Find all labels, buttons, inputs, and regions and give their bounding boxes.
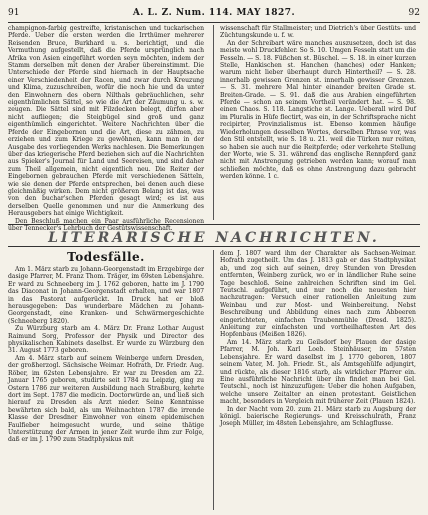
column-divider (213, 250, 214, 510)
page-number-right: 92 (408, 8, 420, 18)
section-rule-top (8, 224, 420, 225)
paragraph: An der Schreibart wäre manches auszusetzen, doch ist das meiste wohl Druckfehler. So S. 10. Umgen Fesseln statt um die Fesseln. — S. 18. Füßchen st. Büschel. — S. 18. in einer kurzen Stelle, Hankischen st. Hanchen (hanches) oder Hanken; warum nicht lieber überhaupt durch Hintertheil? — S. 28. innerhalb gewissen Grenzen st. innerhalb gewisser Grenzen. — S. 31. mehrere Mal hinter einander breiten Grade st. Breiten-Grade. — S. 91. daß die aus Arabien eingeführten Pferde — schon an seinem Vortheil verändert hat. — S. 98. einen Chaos. S. 118. Langstiche st. Lange. Ueberall wird Duf im Pluralis in Hüfe flectirt, was ein, in der Schriftsprache nicht recipirter, Provinzialismus ist. Ebenso kommen häufige Wiederholungen desselben Wortes, derselben Phrase vor, was den Stil entstellt, wie S. 18 u. 21. weil die Türken nur reiten, so haben sie auch nur die Reitpferde; oder verkehrte Stellung der Worte, wie S. 31. während das englische Rennpferd ganz nicht mit Anstrengung getrieben werden kann; worauf man schließen möchte, daß es ohne Anstrengung dazu gebracht werden könne. 1 c. (220, 39, 416, 181)
paragraph: wissenschaft für Stallmeister; und Dietrich's über Gestüts- und Züchtungskunde u. f. w. (220, 25, 416, 40)
top-right-column (220, 25, 416, 220)
paragraph: dem J. 1807 ward ihm der Charakter als Sachsen-Weimar. Hofrath zugetheilt. Um das J. 1813 gab er das Stadtphysikat ab, und zog sich auf seinen, drey Stunden von Dresden entfernten, Weinberg zurück, wo er in ländlicher Ruhe seine Tage beschloß. Seine zahlreichen Schriften sind im Gel. Teutschl. aufgeführt, und nur noch die neuesten hier nachzutragen: Versuch einer rationellen Anleitung zum Weinbau und zur Most- und Weinbereitung. Nebst Beschreibung und Abbildung eines nach zum Abbeeren eingerichteten, einfachen Traubenmühle (Dresd. 1825). Anleitung zur einfachsten und vortheilhaftesten Art des Hopfenbaus (Meißen 1826). (220, 250, 416, 339)
paragraph: Am 14. März starb zu Geilsdorf bey Plauen der dasige Pfarrer, M. Joh. Karl Loeb. Steinhäuser, im 57sten Lebensjahre. Er ward daselbst im J. 1770 geboren, 1807 seinem Vater, M. Joh. Friedr. St., als Amtsgehülfe adjungirt, und rückte, als dieser 1816 starb, als wirklicher Pfarrer ein. Eine ausführliche Nachricht über ihn findet man bei Gel. Teutschl., noch ist hinzuzufügen: Ueber die hohen Aufgaben, welche unsere Zeitalter an einen protestant. Geistlichen macht, besonders in Vergleich mit früherer Zeit (Plauen 1824). (220, 338, 416, 406)
paragraph: In der Nacht vom 20. zum 21. März starb zu Augsburg der königl. baierische Regierungs- und Kreisschulrath, Franz Joseph Müller, im 48sten Lebensjahre, am Schlagflusse. (220, 405, 416, 428)
subsection-heading: Todesfälle. (67, 250, 145, 264)
header-rule (8, 22, 420, 23)
paragraph: Den Beschluß machen ein Paar ausführliche Recensionen über Tennecker's Lehrbuch der Gestütswissenschaft. (8, 217, 204, 232)
section-heading: LITERARISCHE NACHRICHTEN. (48, 230, 380, 246)
paragraph: Zu Würzburg starb am 4. März Dr. Franz Lothar August Raimund Sorg, Professor der Physik und Director des physikalischen Kabinets daselbst. Er wurde zu Würzburg den 31. August 1773 geboren. (8, 325, 204, 355)
paragraph: Am 4. März starb auf seinem Weinberge unfern Dresden, der großherzogl. Sächsische Weimar. Hofrath, Dr. Friedr. Aug. Röber, im 62sten Lebensjahre. Er war zu Dresden am 22. Januar 1765 geboren, studirte seit 1784 zu Leipzig, ging zu Ostern 1786 zur weiteren Ausbildung nach Straßburg, kehrte dort im Sept. 1787 die medicin. Doctorwürde an, und ließ sich hierauf zu Dresden als Arzt nieder. Seine Kenntnisse bewährten sich bald, als um Weihnachten 1787 die irrende Klasse der Dresdner Einwohner von einem epidemischen Faulfieber heimgesucht wurde, und seine thätige Unterstützung der Armen in jener Zeit wurde ihm zur Folge, daß er im J. 1790 zum Stadtphysikus mit (8, 354, 204, 444)
section-rule-bottom (8, 246, 420, 247)
paragraph: champignon-farbig gestreifte, kristanischen und tuckarischen Pferde. Ueber die ersten werden die Irrthümer mehrerer Reisenden Bruce, Burkhard u. s. berichtigt, und die Vermuthung aufgestellt, daß die Pferde ursprünglich nach Afrika von Asien eingeführt worden seyn möchten, indem der Stamm derselben mit denen der Araber übereinstimmt. Die Unterschiede der Pferde sind hiernach in der Hauptsache einer Verschiedenheit der Racen, und zwar durch Kreuzung und Klima, zuzuschreiben, wofür die noch hie und da unter den Einwohnern des obern Nilthals gebräuchlichen, sehr eigenthümlichen Sättel, so wie die Art der Zäumung u. s. w. zeugen. Die Sättel sind mit Filzdecken belegt, dürfen aber nicht aufliegen; die Steigbügel sind groß und ganz eigenthümlich eingerichtet. Weitere Nachrichten über die Pferde der Eingebornen und die Art, diese zu zähmen, zu erziehen und zum Kriege zu gewöhnen, kann man in der Ausgabe des vorliegenden Werks nachlesen. Die Bemerkungen über das kriegerische Pferd beziehen sich auf die Nachrichten aus Spieker's Journal für Land und Seereisen, und sind daher zum Theil allgemein, nicht eigentlich neu. Die Reiter der Eingebornen gebrauchen Pferde mit verschiedenen Sätteln, wie sie denen der Pferde entsprechen, bei denen auch diese gleichmäßig wirken. Dem nicht größeren Belang ist das, was von den buchar'schen Pferden gesagt wird; es ist aus derselben Quelle genommen und nur die Anmerkung des Herausgebers hat einige Wichtigkeit. (8, 25, 204, 218)
column-divider (213, 25, 214, 220)
bottom-left-column (8, 266, 204, 510)
page-header (8, 6, 420, 20)
bottom-right-column (220, 250, 416, 510)
top-left-column (8, 25, 204, 232)
page-number-left: 91 (8, 8, 20, 18)
paragraph: Am 1. März starb zu Johann-Georgenstadt im Erzgebirge der dasige Pfarrer, M. Franz Thom. Träger, im 69sten Lebensjahre. Er ward zu Schneeberg im J. 1762 geboren, hatte im J. 1790 das Diaconat in Johann-Georgenstadt erhalten, und war 1807 in das Pastorat aufgerückt. In Druck hat er bloß herausgegeben: Das wunderbare Mädchen zu Johann-Georgenstadt, eine Kranken- und Schwärmergeschichte (Schneeberg 1820). (8, 266, 204, 325)
running-title: A. L. Z. Num. 114. MAY 1827. (132, 8, 296, 18)
